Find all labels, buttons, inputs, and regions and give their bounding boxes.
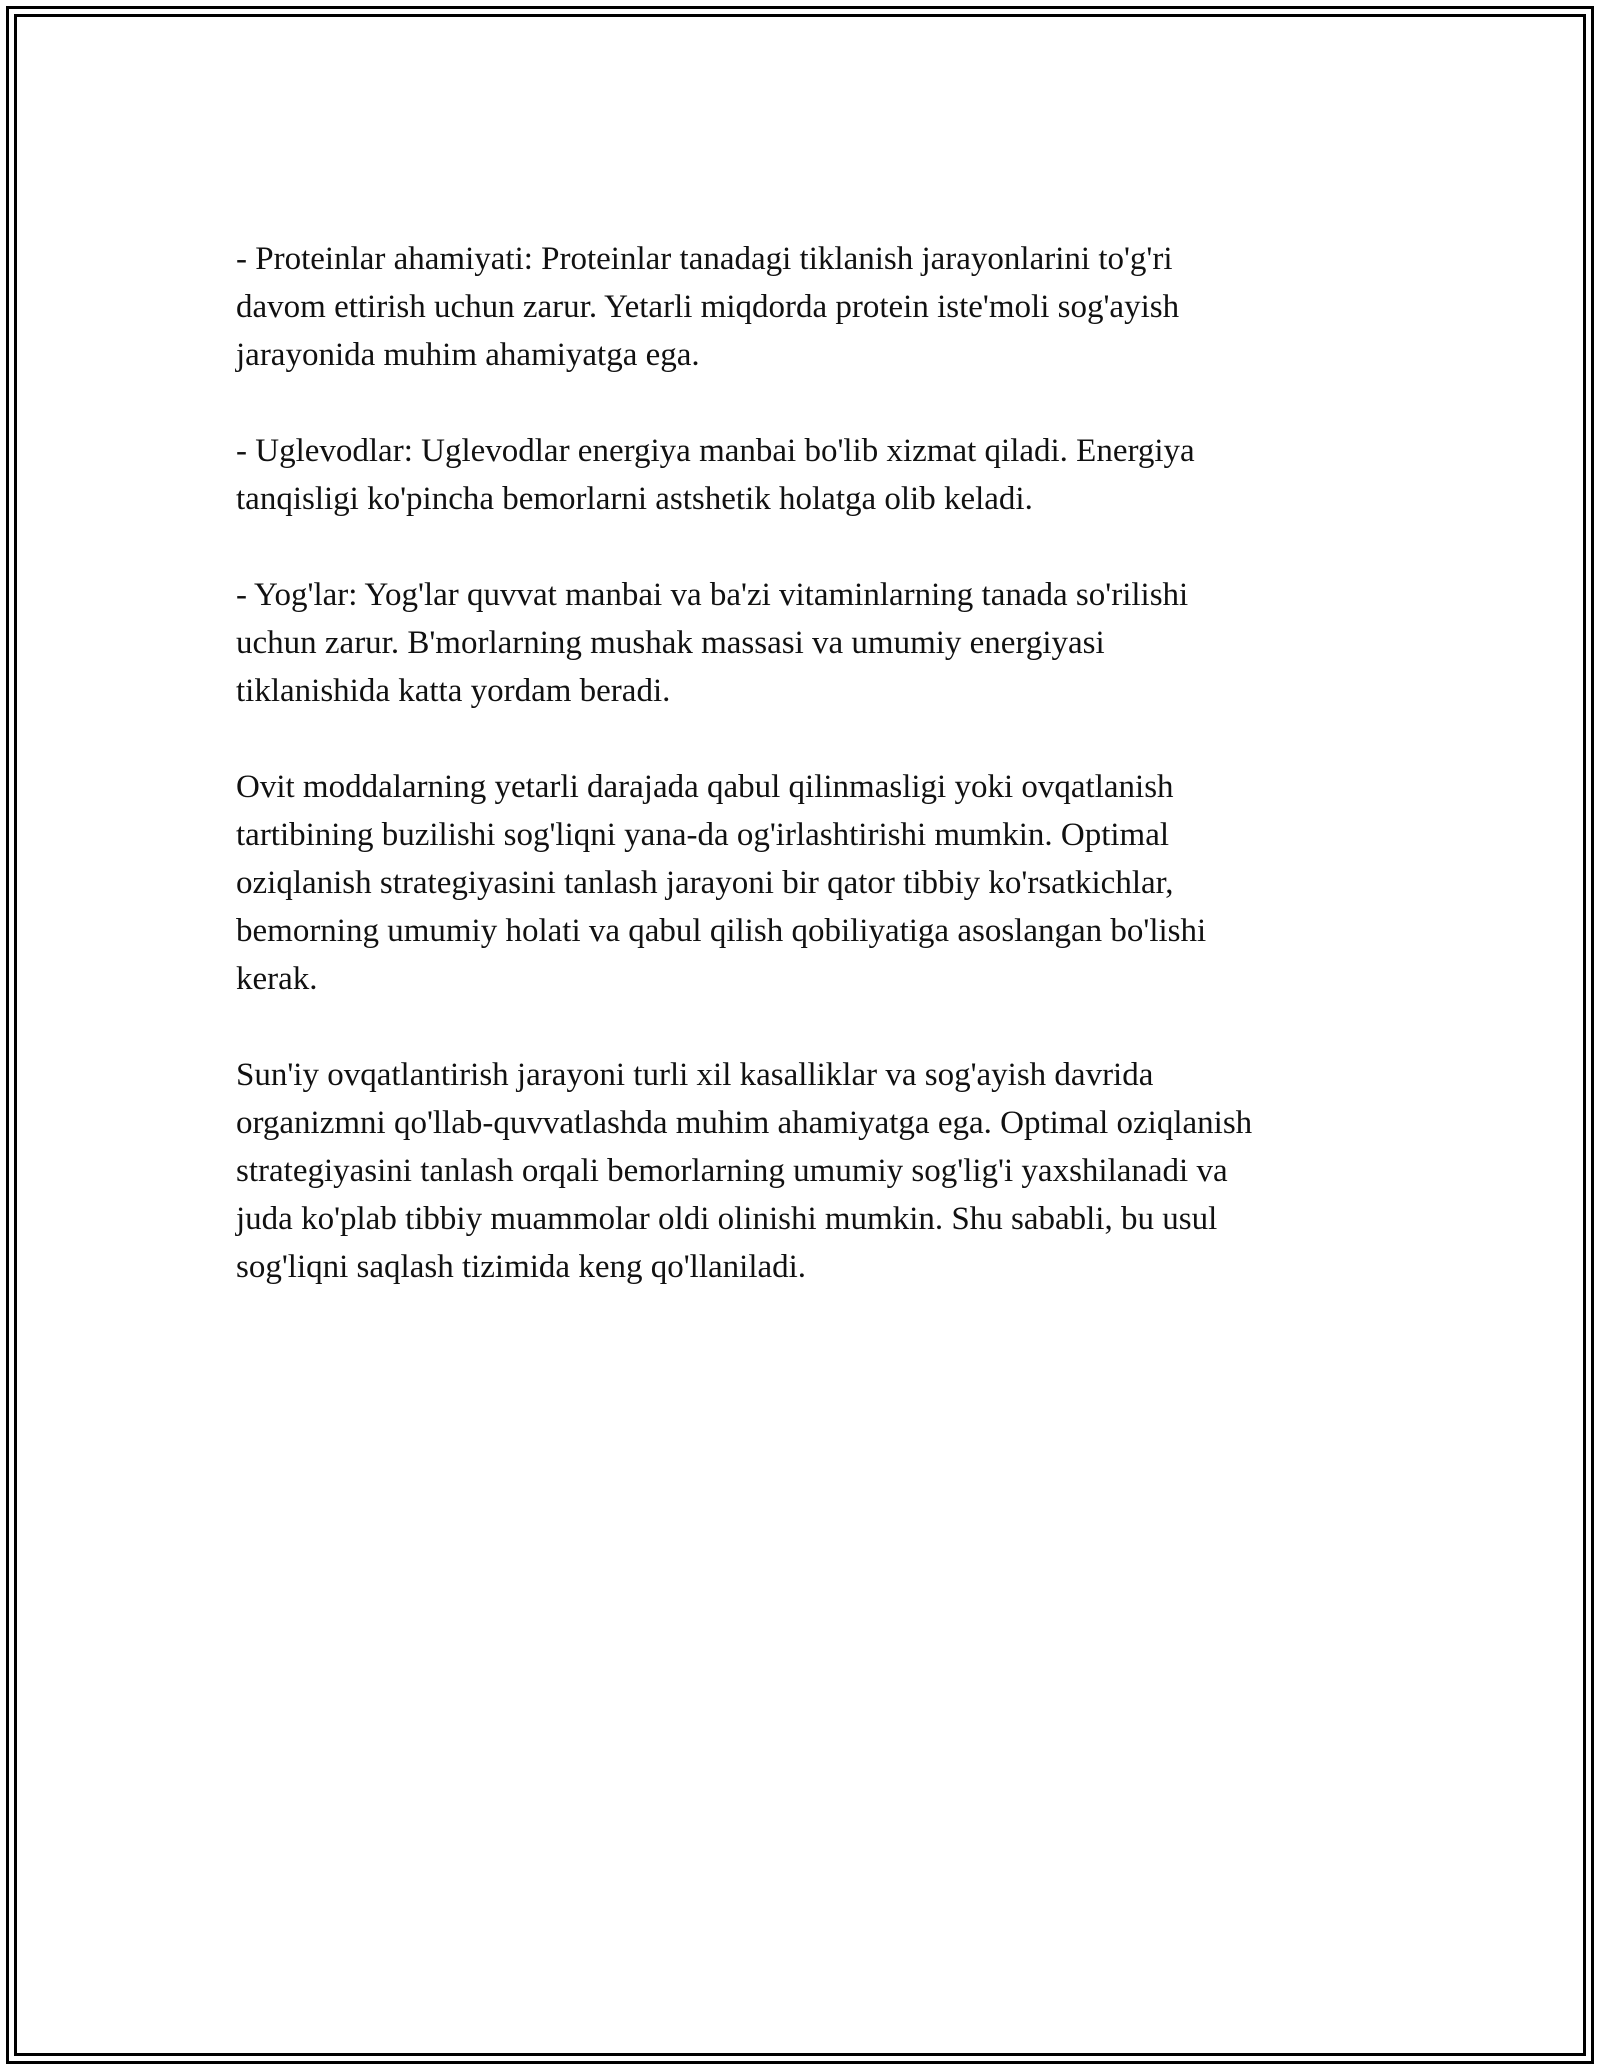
paragraph-carbohydrates: - Uglevodlar: Uglevodlar energiya manbai bo'lib xizmat qiladi. Energiya tanqisligi ko'pincha bemorlarni astshetik holatga olib keladi. — [236, 433, 1195, 517]
paragraph-proteins: - Proteinlar ahamiyati: Proteinlar tanadagi tiklanish jarayonlarini to'g'ri davom ettirish uchun zarur. Yetarli miqdorda protein iste'moli sog'ayish jarayonida muhim ahamiyatga ega. — [236, 241, 1180, 373]
paragraph-fats: - Yog'lar: Yog'lar quvvat manbai va ba'zi vitaminlarning tanada so'rilishi uchun zarur. B'morlarning mushak massasi va umumiy energiyasi tiklanishida katta yordam beradi. — [236, 577, 1189, 709]
paragraph-artificial-feeding: Sun'iy ovqatlantirish jarayoni turli xil kasalliklar va sog'ayish davrida organizmni qo'llab-quvvatlashda muhim ahamiyatga ega. Optimal oziqlanish strategiyasini tanlash orqali bemorlarning umumiy sog'lig'i yaxshilanadi va juda ko'plab tibbiy muammolar oldi olinishi mumkin. Shu sababli, bu usul sog'liqni saqlash tizimida keng qo'llaniladi. — [236, 1057, 1253, 1285]
document-body — [236, 235, 1376, 1291]
paragraph-nutrient-deficiency: Ovit moddalarning yetarli darajada qabul qilinmasligi yoki ovqatlanish tartibining buzilishi sog'liqni yana-da og'irlashtirishi mumkin. Optimal oziqlanish strategiyasini tanlash jarayoni bir qator tibbiy ko'rsatkichlar, bemorning umumiy holati va qabul qilish qobiliyatiga asoslangan bo'lishi kerak. — [236, 769, 1207, 997]
